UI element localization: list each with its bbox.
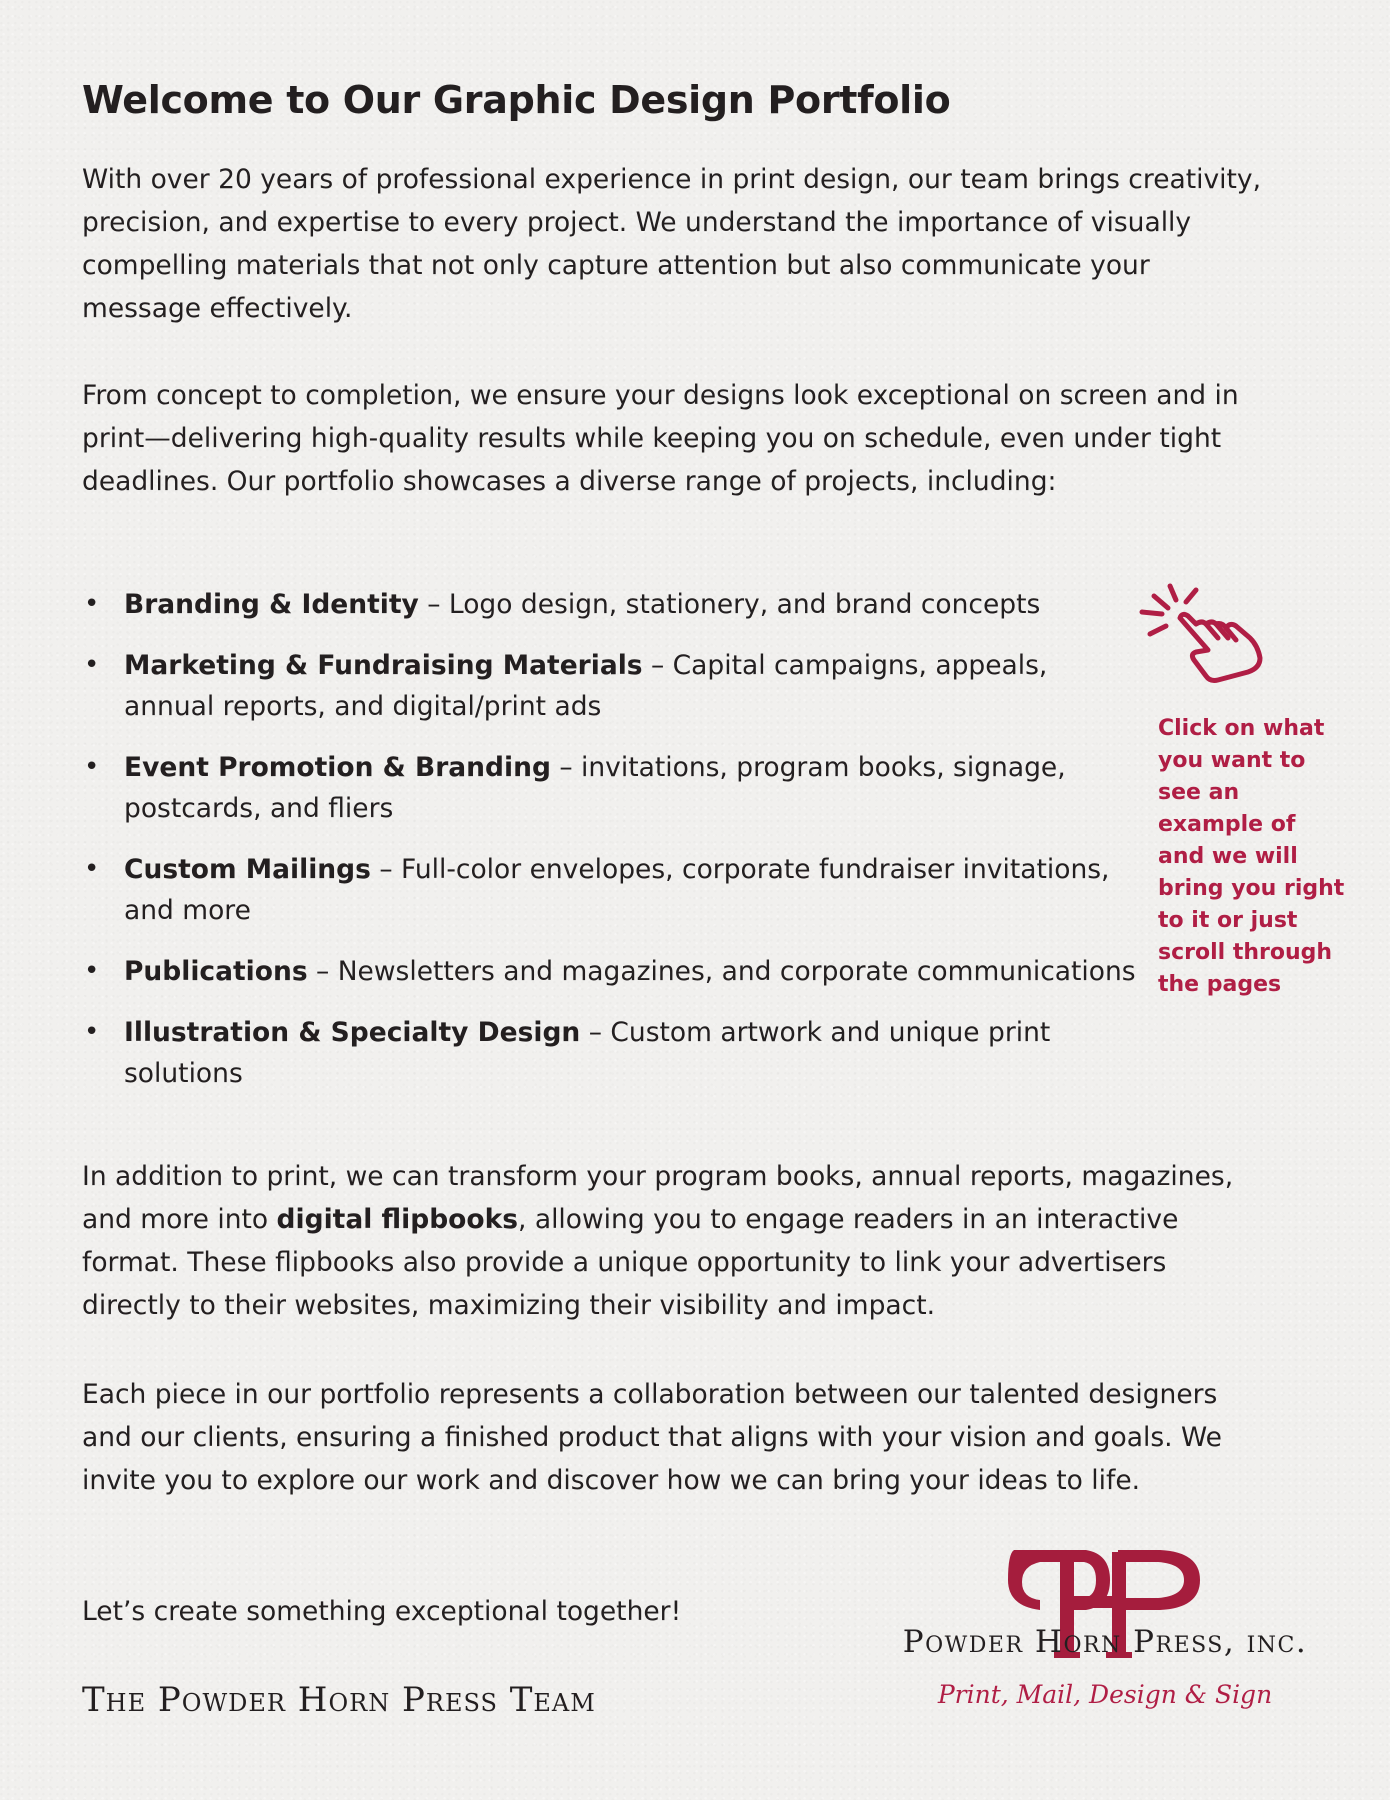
- list-item-label: Branding & Identity: [124, 589, 419, 620]
- intro-paragraph: With over 20 years of professional experience in print design, our team brings creativity, precision, and expertise to every project. We understand the importance of visually compelling materials that not only capture attention but also communicate your message effectively.: [82, 164, 1262, 324]
- hand-click-icon: [1136, 580, 1268, 692]
- list-item-custom-mailings[interactable]: [82, 849, 1142, 931]
- bullet-icon: •: [84, 956, 100, 986]
- bullet-icon: •: [84, 1017, 100, 1047]
- list-item-marketing[interactable]: [82, 645, 1142, 727]
- logo-company-name: Powder Horn Press, inc.: [902, 1624, 1308, 1660]
- list-item-text: – Newsletters and magazines, and corporate communications: [307, 956, 1136, 987]
- list-item-label: Publications: [124, 956, 308, 987]
- page-title: Welcome to Our Graphic Design Portfolio: [82, 78, 951, 122]
- list-item-label: Illustration & Specialty Design: [124, 1017, 581, 1048]
- list-item-event-promotion[interactable]: [82, 747, 1142, 829]
- collaboration-paragraph: Each piece in our portfolio represents a collaboration between our talented designers and our clients, ensuring a finished product that aligns with your vision and goals. We invite you to explore our work and discover how we can bring your ideas to life.: [82, 1379, 1222, 1496]
- bullet-icon: •: [84, 650, 100, 680]
- team-signature: The Powder Horn Press Team: [82, 1680, 596, 1720]
- list-item-label: Marketing & Fundraising Materials: [124, 650, 643, 681]
- list-item-text: – Capital campaigns, appeals, annual reports, and digital/print ads: [124, 650, 1048, 722]
- digital-flipbooks-highlight: digital flipbooks: [276, 1204, 518, 1235]
- digital-text-after: , allowing you to engage readers in an interactive format. These flipbooks also provide a unique opportunity to link your advertisers directly to their websites, maximizing their visibility and impact.: [82, 1204, 1179, 1321]
- side-note: Click on what you want to see an example of and we will bring you right to it or just scroll through the pages: [1158, 716, 1345, 997]
- list-item-label: Custom Mailings: [124, 854, 371, 885]
- digital-text-before: In addition to print, we can transform your program books, annual reports, magazines, and more into: [82, 1161, 1234, 1235]
- project-types-list: [82, 584, 1142, 1114]
- logo-tagline: Print, Mail, Design & Sign: [937, 1680, 1273, 1709]
- list-item-text: – Logo design, stationery, and brand concepts: [418, 589, 1041, 620]
- bullet-icon: •: [84, 854, 100, 884]
- list-item-text: – Custom artwork and unique print solutions: [124, 1017, 1051, 1089]
- bullet-icon: •: [84, 589, 100, 619]
- bullet-icon: •: [84, 752, 100, 782]
- list-item-publications[interactable]: [82, 951, 1142, 992]
- list-item-label: Event Promotion & Branding: [124, 752, 551, 783]
- list-item-branding[interactable]: [82, 584, 1142, 625]
- list-item-text: – invitations, program books, signage, postcards, and fliers: [124, 752, 1066, 824]
- closing-line: Let’s create something exceptional together!: [82, 1596, 682, 1627]
- list-item-text: – Full-color envelopes, corporate fundraiser invitations, and more: [124, 854, 1110, 926]
- digital-flipbooks-paragraph: [82, 1155, 1262, 1327]
- list-item-illustration[interactable]: [82, 1012, 1142, 1094]
- concept-paragraph: From concept to completion, we ensure your designs look exceptional on screen and in print—delivering high-quality results while keeping you on schedule, even under tight deadlines. Our portfolio showcases a diverse range of projects, including:: [82, 380, 1239, 497]
